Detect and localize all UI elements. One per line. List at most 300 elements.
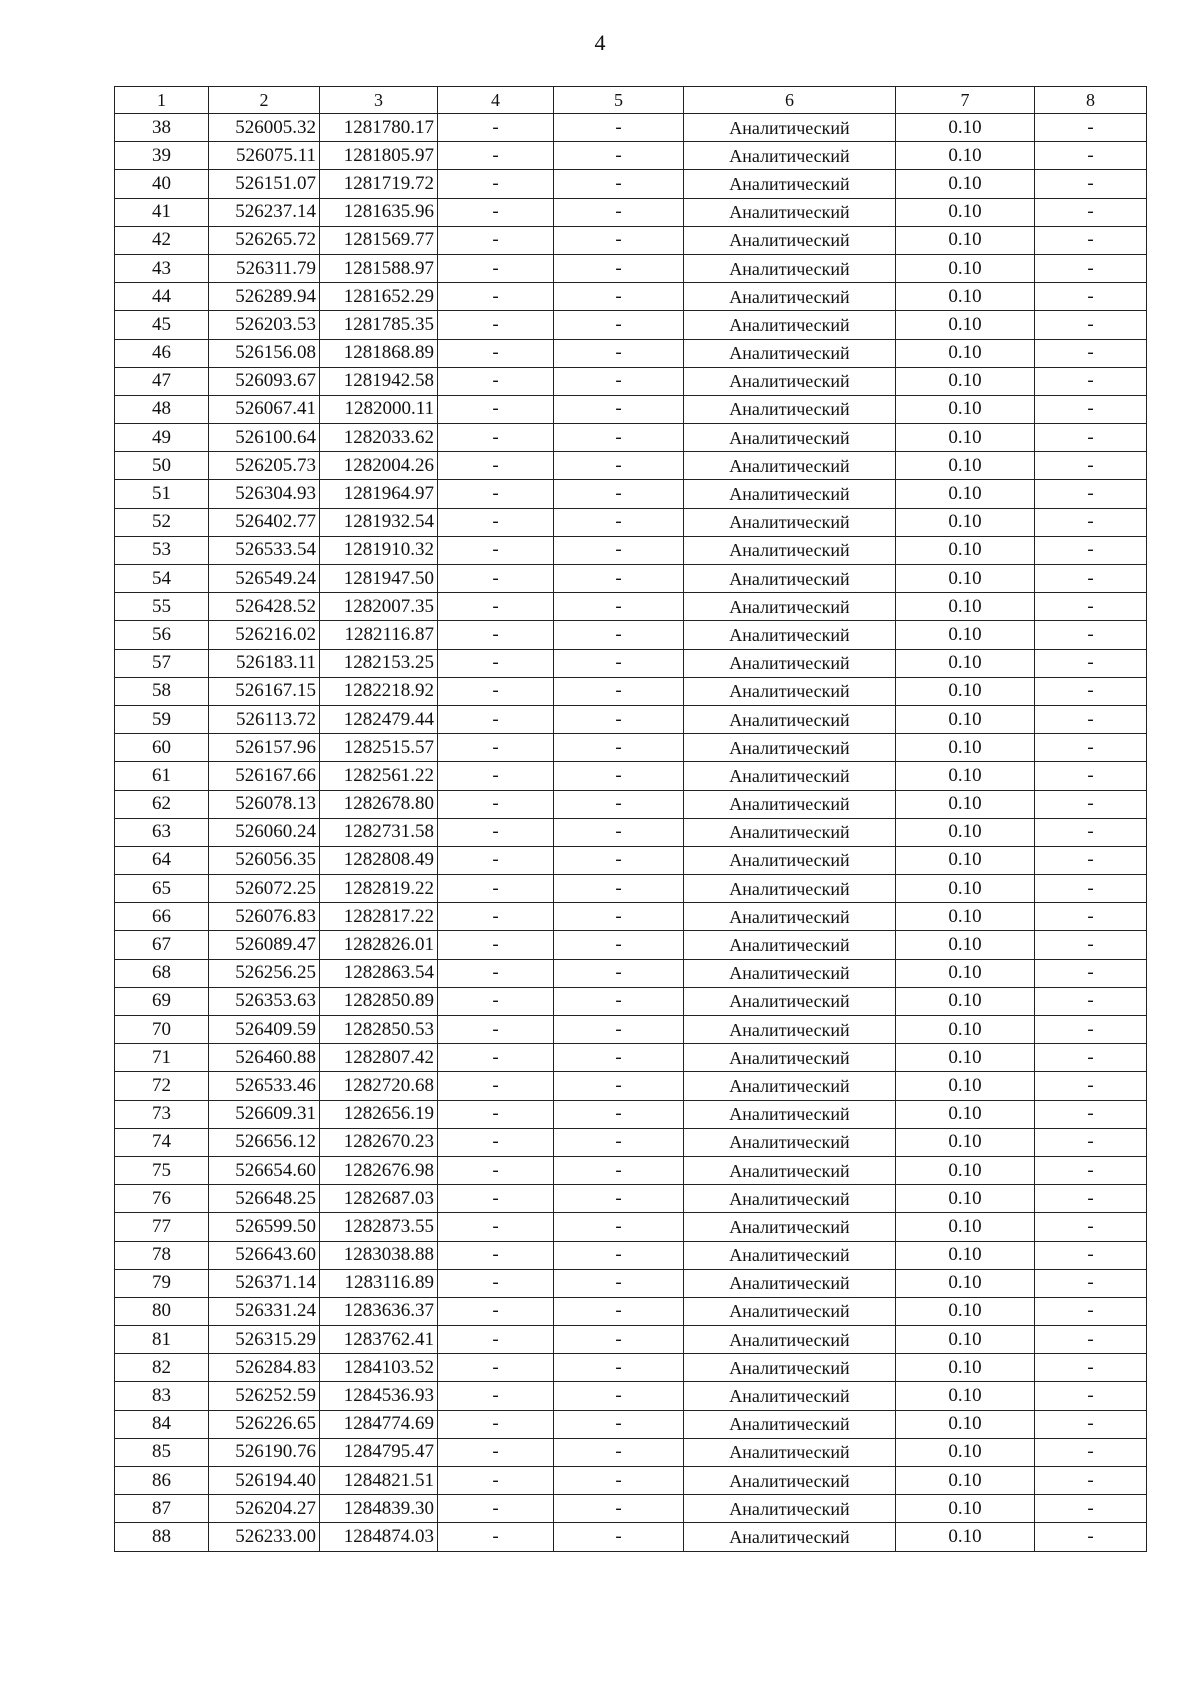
cell-accuracy: 0.10 (896, 1100, 1035, 1128)
table-row (115, 734, 1147, 762)
cell-x-coordinate: 526093.67 (209, 367, 320, 395)
cell-x-coordinate: 526076.83 (209, 903, 320, 931)
table-row (115, 1410, 1147, 1438)
cell-accuracy: 0.10 (896, 283, 1035, 311)
cell-accuracy: 0.10 (896, 903, 1035, 931)
cell-col-4: - (438, 1495, 554, 1523)
cell-col-8: - (1035, 1016, 1147, 1044)
cell-accuracy: 0.10 (896, 705, 1035, 733)
cell-point-number: 42 (115, 226, 209, 254)
cell-col-4: - (438, 311, 554, 339)
cell-accuracy: 0.10 (896, 649, 1035, 677)
cell-point-number: 38 (115, 114, 209, 142)
cell-col-4: - (438, 1100, 554, 1128)
column-header-col-5: 5 (554, 87, 684, 114)
cell-col-4: - (438, 1410, 554, 1438)
cell-method: Аналитический (684, 1269, 896, 1297)
cell-accuracy: 0.10 (896, 875, 1035, 903)
cell-col-8: - (1035, 1495, 1147, 1523)
cell-method: Аналитический (684, 142, 896, 170)
cell-point-number: 86 (115, 1467, 209, 1495)
table-row (115, 959, 1147, 987)
table-row (115, 931, 1147, 959)
cell-col-4: - (438, 734, 554, 762)
cell-method: Аналитический (684, 1438, 896, 1466)
cell-accuracy: 0.10 (896, 593, 1035, 621)
cell-col-5: - (554, 959, 684, 987)
cell-x-coordinate: 526167.15 (209, 677, 320, 705)
cell-col-5: - (554, 1467, 684, 1495)
table-row (115, 649, 1147, 677)
cell-col-8: - (1035, 1128, 1147, 1156)
cell-col-5: - (554, 875, 684, 903)
cell-x-coordinate: 526284.83 (209, 1354, 320, 1382)
cell-y-coordinate: 1282863.54 (320, 959, 438, 987)
cell-col-8: - (1035, 536, 1147, 564)
cell-col-8: - (1035, 198, 1147, 226)
cell-col-5: - (554, 508, 684, 536)
cell-col-4: - (438, 1354, 554, 1382)
cell-point-number: 73 (115, 1100, 209, 1128)
cell-point-number: 47 (115, 367, 209, 395)
cell-accuracy: 0.10 (896, 311, 1035, 339)
cell-col-5: - (554, 1044, 684, 1072)
cell-point-number: 65 (115, 875, 209, 903)
cell-accuracy: 0.10 (896, 395, 1035, 423)
cell-col-4: - (438, 142, 554, 170)
cell-x-coordinate: 526402.77 (209, 508, 320, 536)
cell-accuracy: 0.10 (896, 1269, 1035, 1297)
cell-accuracy: 0.10 (896, 114, 1035, 142)
cell-col-8: - (1035, 1382, 1147, 1410)
cell-col-4: - (438, 959, 554, 987)
cell-point-number: 53 (115, 536, 209, 564)
cell-col-5: - (554, 593, 684, 621)
cell-col-4: - (438, 903, 554, 931)
cell-point-number: 75 (115, 1156, 209, 1184)
cell-point-number: 74 (115, 1128, 209, 1156)
cell-accuracy: 0.10 (896, 452, 1035, 480)
cell-col-8: - (1035, 1100, 1147, 1128)
table-header (115, 87, 1147, 114)
cell-col-8: - (1035, 565, 1147, 593)
cell-y-coordinate: 1284774.69 (320, 1410, 438, 1438)
cell-accuracy: 0.10 (896, 1297, 1035, 1325)
table-row (115, 1185, 1147, 1213)
cell-col-4: - (438, 480, 554, 508)
cell-y-coordinate: 1282850.53 (320, 1016, 438, 1044)
cell-method: Аналитический (684, 1495, 896, 1523)
cell-col-8: - (1035, 1185, 1147, 1213)
cell-col-8: - (1035, 367, 1147, 395)
cell-col-4: - (438, 818, 554, 846)
cell-x-coordinate: 526648.25 (209, 1185, 320, 1213)
cell-col-5: - (554, 254, 684, 282)
table-row (115, 170, 1147, 198)
cell-method: Аналитический (684, 114, 896, 142)
cell-method: Аналитический (684, 1326, 896, 1354)
cell-y-coordinate: 1283038.88 (320, 1241, 438, 1269)
cell-y-coordinate: 1281569.77 (320, 226, 438, 254)
cell-col-4: - (438, 1297, 554, 1325)
cell-method: Аналитический (684, 931, 896, 959)
table-row (115, 480, 1147, 508)
table-row (115, 142, 1147, 170)
cell-x-coordinate: 526256.25 (209, 959, 320, 987)
table-row (115, 254, 1147, 282)
cell-col-4: - (438, 790, 554, 818)
cell-y-coordinate: 1282670.23 (320, 1128, 438, 1156)
cell-col-4: - (438, 931, 554, 959)
cell-accuracy: 0.10 (896, 1185, 1035, 1213)
cell-accuracy: 0.10 (896, 621, 1035, 649)
cell-x-coordinate: 526113.72 (209, 705, 320, 733)
cell-col-8: - (1035, 1523, 1147, 1551)
cell-col-5: - (554, 1326, 684, 1354)
cell-col-8: - (1035, 170, 1147, 198)
cell-col-4: - (438, 1156, 554, 1184)
cell-x-coordinate: 526304.93 (209, 480, 320, 508)
cell-method: Аналитический (684, 367, 896, 395)
cell-method: Аналитический (684, 1523, 896, 1551)
column-header-method: 6 (684, 87, 896, 114)
cell-y-coordinate: 1284103.52 (320, 1354, 438, 1382)
cell-col-4: - (438, 1016, 554, 1044)
cell-method: Аналитический (684, 283, 896, 311)
cell-col-8: - (1035, 254, 1147, 282)
cell-x-coordinate: 526056.35 (209, 846, 320, 874)
cell-method: Аналитический (684, 649, 896, 677)
cell-accuracy: 0.10 (896, 1326, 1035, 1354)
cell-point-number: 39 (115, 142, 209, 170)
table-row (115, 1297, 1147, 1325)
cell-x-coordinate: 526204.27 (209, 1495, 320, 1523)
cell-col-4: - (438, 254, 554, 282)
cell-col-4: - (438, 198, 554, 226)
cell-y-coordinate: 1281635.96 (320, 198, 438, 226)
cell-point-number: 69 (115, 987, 209, 1015)
table-row (115, 1128, 1147, 1156)
cell-col-8: - (1035, 818, 1147, 846)
cell-y-coordinate: 1282731.58 (320, 818, 438, 846)
cell-col-8: - (1035, 649, 1147, 677)
table-row (115, 1044, 1147, 1072)
table-row (115, 339, 1147, 367)
cell-accuracy: 0.10 (896, 1495, 1035, 1523)
cell-col-5: - (554, 424, 684, 452)
cell-method: Аналитический (684, 339, 896, 367)
cell-point-number: 46 (115, 339, 209, 367)
cell-col-4: - (438, 339, 554, 367)
cell-y-coordinate: 1282033.62 (320, 424, 438, 452)
cell-point-number: 87 (115, 1495, 209, 1523)
cell-col-8: - (1035, 1044, 1147, 1072)
cell-x-coordinate: 526315.29 (209, 1326, 320, 1354)
table-row (115, 226, 1147, 254)
cell-method: Аналитический (684, 734, 896, 762)
cell-col-5: - (554, 339, 684, 367)
cell-method: Аналитический (684, 1382, 896, 1410)
table-row (115, 1213, 1147, 1241)
cell-col-5: - (554, 987, 684, 1015)
table-row (115, 1156, 1147, 1184)
cell-y-coordinate: 1281942.58 (320, 367, 438, 395)
cell-accuracy: 0.10 (896, 1156, 1035, 1184)
table-row (115, 621, 1147, 649)
cell-col-8: - (1035, 1213, 1147, 1241)
cell-x-coordinate: 526205.73 (209, 452, 320, 480)
cell-point-number: 66 (115, 903, 209, 931)
cell-accuracy: 0.10 (896, 762, 1035, 790)
cell-col-4: - (438, 649, 554, 677)
cell-col-5: - (554, 734, 684, 762)
cell-accuracy: 0.10 (896, 1354, 1035, 1382)
cell-x-coordinate: 526311.79 (209, 254, 320, 282)
cell-col-4: - (438, 987, 554, 1015)
cell-col-5: - (554, 1495, 684, 1523)
table-row (115, 536, 1147, 564)
cell-col-8: - (1035, 142, 1147, 170)
cell-point-number: 56 (115, 621, 209, 649)
cell-col-4: - (438, 170, 554, 198)
cell-x-coordinate: 526265.72 (209, 226, 320, 254)
cell-point-number: 48 (115, 395, 209, 423)
cell-col-4: - (438, 621, 554, 649)
cell-accuracy: 0.10 (896, 424, 1035, 452)
cell-x-coordinate: 526005.32 (209, 114, 320, 142)
cell-col-8: - (1035, 762, 1147, 790)
cell-x-coordinate: 526654.60 (209, 1156, 320, 1184)
cell-col-8: - (1035, 1241, 1147, 1269)
cell-point-number: 54 (115, 565, 209, 593)
table-row (115, 677, 1147, 705)
table-row (115, 1016, 1147, 1044)
cell-y-coordinate: 1283636.37 (320, 1297, 438, 1325)
cell-method: Аналитический (684, 790, 896, 818)
cell-point-number: 44 (115, 283, 209, 311)
cell-y-coordinate: 1282515.57 (320, 734, 438, 762)
cell-col-8: - (1035, 339, 1147, 367)
cell-col-5: - (554, 1382, 684, 1410)
cell-accuracy: 0.10 (896, 1382, 1035, 1410)
cell-method: Аналитический (684, 959, 896, 987)
cell-col-8: - (1035, 959, 1147, 987)
column-header-point-number: 1 (115, 87, 209, 114)
cell-point-number: 50 (115, 452, 209, 480)
cell-method: Аналитический (684, 1213, 896, 1241)
table-body (115, 114, 1147, 1552)
cell-y-coordinate: 1282561.22 (320, 762, 438, 790)
cell-col-8: - (1035, 311, 1147, 339)
cell-point-number: 49 (115, 424, 209, 452)
cell-col-4: - (438, 367, 554, 395)
cell-col-5: - (554, 1072, 684, 1100)
cell-point-number: 62 (115, 790, 209, 818)
cell-col-4: - (438, 226, 554, 254)
cell-x-coordinate: 526656.12 (209, 1128, 320, 1156)
table-row (115, 705, 1147, 733)
cell-method: Аналитический (684, 903, 896, 931)
cell-y-coordinate: 1281652.29 (320, 283, 438, 311)
cell-col-8: - (1035, 790, 1147, 818)
cell-x-coordinate: 526100.64 (209, 424, 320, 452)
cell-col-5: - (554, 452, 684, 480)
cell-col-4: - (438, 1213, 554, 1241)
cell-col-4: - (438, 536, 554, 564)
table-row (115, 565, 1147, 593)
cell-point-number: 45 (115, 311, 209, 339)
cell-col-8: - (1035, 1467, 1147, 1495)
cell-point-number: 84 (115, 1410, 209, 1438)
cell-method: Аналитический (684, 987, 896, 1015)
cell-col-4: - (438, 1438, 554, 1466)
cell-col-5: - (554, 846, 684, 874)
cell-y-coordinate: 1282007.35 (320, 593, 438, 621)
cell-accuracy: 0.10 (896, 1072, 1035, 1100)
cell-col-5: - (554, 1354, 684, 1382)
table-row (115, 508, 1147, 536)
cell-method: Аналитический (684, 1128, 896, 1156)
cell-x-coordinate: 526151.07 (209, 170, 320, 198)
cell-point-number: 70 (115, 1016, 209, 1044)
cell-accuracy: 0.10 (896, 170, 1035, 198)
cell-point-number: 57 (115, 649, 209, 677)
cell-method: Аналитический (684, 1156, 896, 1184)
cell-col-5: - (554, 142, 684, 170)
cell-col-5: - (554, 705, 684, 733)
cell-col-5: - (554, 226, 684, 254)
cell-point-number: 77 (115, 1213, 209, 1241)
cell-col-8: - (1035, 424, 1147, 452)
cell-x-coordinate: 526252.59 (209, 1382, 320, 1410)
cell-method: Аналитический (684, 677, 896, 705)
cell-col-8: - (1035, 593, 1147, 621)
cell-y-coordinate: 1282807.42 (320, 1044, 438, 1072)
cell-accuracy: 0.10 (896, 1241, 1035, 1269)
cell-y-coordinate: 1284536.93 (320, 1382, 438, 1410)
cell-y-coordinate: 1281947.50 (320, 565, 438, 593)
cell-col-5: - (554, 1213, 684, 1241)
cell-col-5: - (554, 649, 684, 677)
cell-x-coordinate: 526089.47 (209, 931, 320, 959)
cell-y-coordinate: 1284874.03 (320, 1523, 438, 1551)
table-row (115, 395, 1147, 423)
cell-y-coordinate: 1281932.54 (320, 508, 438, 536)
cell-x-coordinate: 526460.88 (209, 1044, 320, 1072)
table-row (115, 367, 1147, 395)
cell-x-coordinate: 526289.94 (209, 283, 320, 311)
cell-method: Аналитический (684, 565, 896, 593)
cell-method: Аналитический (684, 508, 896, 536)
cell-col-5: - (554, 762, 684, 790)
cell-accuracy: 0.10 (896, 254, 1035, 282)
cell-col-4: - (438, 1382, 554, 1410)
cell-y-coordinate: 1282656.19 (320, 1100, 438, 1128)
cell-col-8: - (1035, 508, 1147, 536)
column-header-accuracy: 7 (896, 87, 1035, 114)
cell-x-coordinate: 526353.63 (209, 987, 320, 1015)
cell-col-5: - (554, 903, 684, 931)
cell-col-8: - (1035, 1156, 1147, 1184)
cell-y-coordinate: 1282479.44 (320, 705, 438, 733)
cell-point-number: 64 (115, 846, 209, 874)
table-row (115, 1100, 1147, 1128)
table-row (115, 311, 1147, 339)
cell-y-coordinate: 1282687.03 (320, 1185, 438, 1213)
cell-x-coordinate: 526060.24 (209, 818, 320, 846)
cell-point-number: 88 (115, 1523, 209, 1551)
cell-col-4: - (438, 1467, 554, 1495)
cell-y-coordinate: 1282720.68 (320, 1072, 438, 1100)
cell-accuracy: 0.10 (896, 931, 1035, 959)
cell-accuracy: 0.10 (896, 1128, 1035, 1156)
cell-col-5: - (554, 565, 684, 593)
cell-accuracy: 0.10 (896, 987, 1035, 1015)
cell-x-coordinate: 526233.00 (209, 1523, 320, 1551)
cell-method: Аналитический (684, 818, 896, 846)
cell-col-5: - (554, 621, 684, 649)
cell-point-number: 78 (115, 1241, 209, 1269)
cell-col-5: - (554, 677, 684, 705)
cell-y-coordinate: 1281780.17 (320, 114, 438, 142)
cell-col-5: - (554, 1523, 684, 1551)
cell-y-coordinate: 1284821.51 (320, 1467, 438, 1495)
cell-y-coordinate: 1284839.30 (320, 1495, 438, 1523)
cell-point-number: 58 (115, 677, 209, 705)
cell-accuracy: 0.10 (896, 565, 1035, 593)
cell-accuracy: 0.10 (896, 846, 1035, 874)
cell-method: Аналитический (684, 170, 896, 198)
cell-y-coordinate: 1282850.89 (320, 987, 438, 1015)
cell-y-coordinate: 1282808.49 (320, 846, 438, 874)
cell-point-number: 79 (115, 1269, 209, 1297)
cell-point-number: 63 (115, 818, 209, 846)
cell-col-8: - (1035, 1269, 1147, 1297)
column-header-x-coordinate: 2 (209, 87, 320, 114)
cell-col-8: - (1035, 1297, 1147, 1325)
cell-method: Аналитический (684, 846, 896, 874)
cell-y-coordinate: 1281588.97 (320, 254, 438, 282)
cell-col-8: - (1035, 931, 1147, 959)
cell-col-8: - (1035, 1354, 1147, 1382)
cell-y-coordinate: 1282826.01 (320, 931, 438, 959)
cell-accuracy: 0.10 (896, 1044, 1035, 1072)
table-row (115, 1382, 1147, 1410)
cell-method: Аналитический (684, 593, 896, 621)
cell-accuracy: 0.10 (896, 142, 1035, 170)
cell-x-coordinate: 526609.31 (209, 1100, 320, 1128)
cell-method: Аналитический (684, 1185, 896, 1213)
table-row (115, 987, 1147, 1015)
cell-x-coordinate: 526533.46 (209, 1072, 320, 1100)
cell-y-coordinate: 1283762.41 (320, 1326, 438, 1354)
cell-col-4: - (438, 114, 554, 142)
cell-x-coordinate: 526167.66 (209, 762, 320, 790)
cell-x-coordinate: 526237.14 (209, 198, 320, 226)
cell-accuracy: 0.10 (896, 790, 1035, 818)
cell-y-coordinate: 1282004.26 (320, 452, 438, 480)
cell-col-4: - (438, 1044, 554, 1072)
cell-point-number: 61 (115, 762, 209, 790)
cell-method: Аналитический (684, 254, 896, 282)
cell-col-8: - (1035, 1410, 1147, 1438)
cell-point-number: 55 (115, 593, 209, 621)
cell-method: Аналитический (684, 1100, 896, 1128)
cell-accuracy: 0.10 (896, 1213, 1035, 1241)
cell-col-8: - (1035, 452, 1147, 480)
cell-col-5: - (554, 1410, 684, 1438)
cell-accuracy: 0.10 (896, 339, 1035, 367)
